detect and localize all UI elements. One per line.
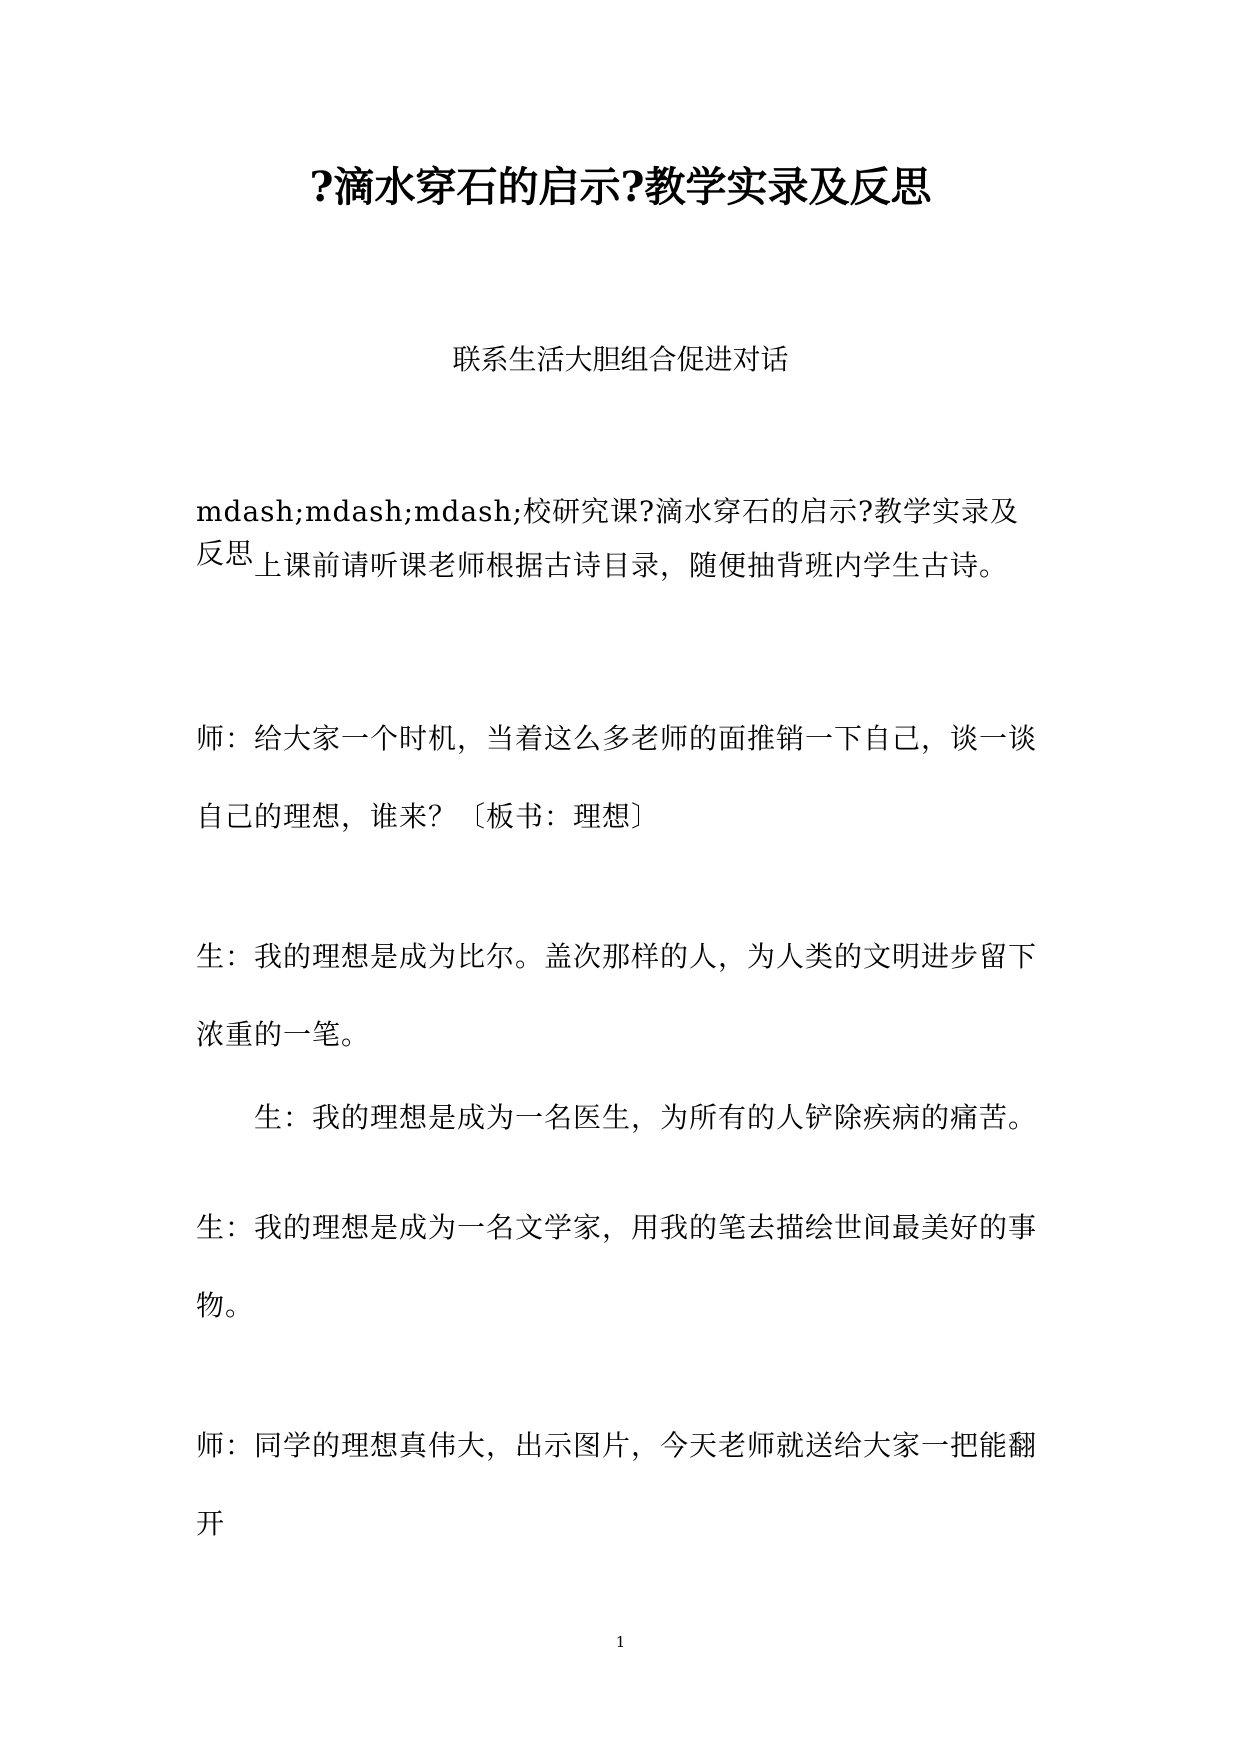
paragraph-preclass: 上课前请听课老师根据古诗目录，随便抽背班内学生古诗。 xyxy=(254,549,1009,582)
page-number: 1 xyxy=(615,1633,626,1651)
paragraph-intro: mdash;mdash;mdash;校研究课?滴水穿石的启示?教学实录及反思 xyxy=(196,495,1020,570)
paragraph-teacher-1: 师：给大家一个时机，当着这么多老师的面推销一下自己，谈一谈自己的理想，谁来？〔板书：理想〕 xyxy=(196,722,1038,833)
paragraph-teacher-2: 师：同学的理想真伟大，出示图片，今天老师就送给大家一把能翻开 xyxy=(196,1429,1038,1540)
paragraph-student-2: 生：我的理想是成为一名医生，为所有的人铲除疾病的痛苦。 xyxy=(254,1101,1038,1134)
document-title: ?滴水穿石的启示?教学实录及反思 xyxy=(309,163,932,211)
paragraph-student-3: 生：我的理想是成为一名文学家，用我的笔去描绘世间最美好的事物。 xyxy=(196,1211,1038,1322)
document-subtitle: 联系生活大胆组合促进对话 xyxy=(452,343,789,376)
paragraph-student-1: 生：我的理想是成为比尔。盖次那样的人，为人类的文明进步留下浓重的一笔。 xyxy=(196,940,1038,1051)
